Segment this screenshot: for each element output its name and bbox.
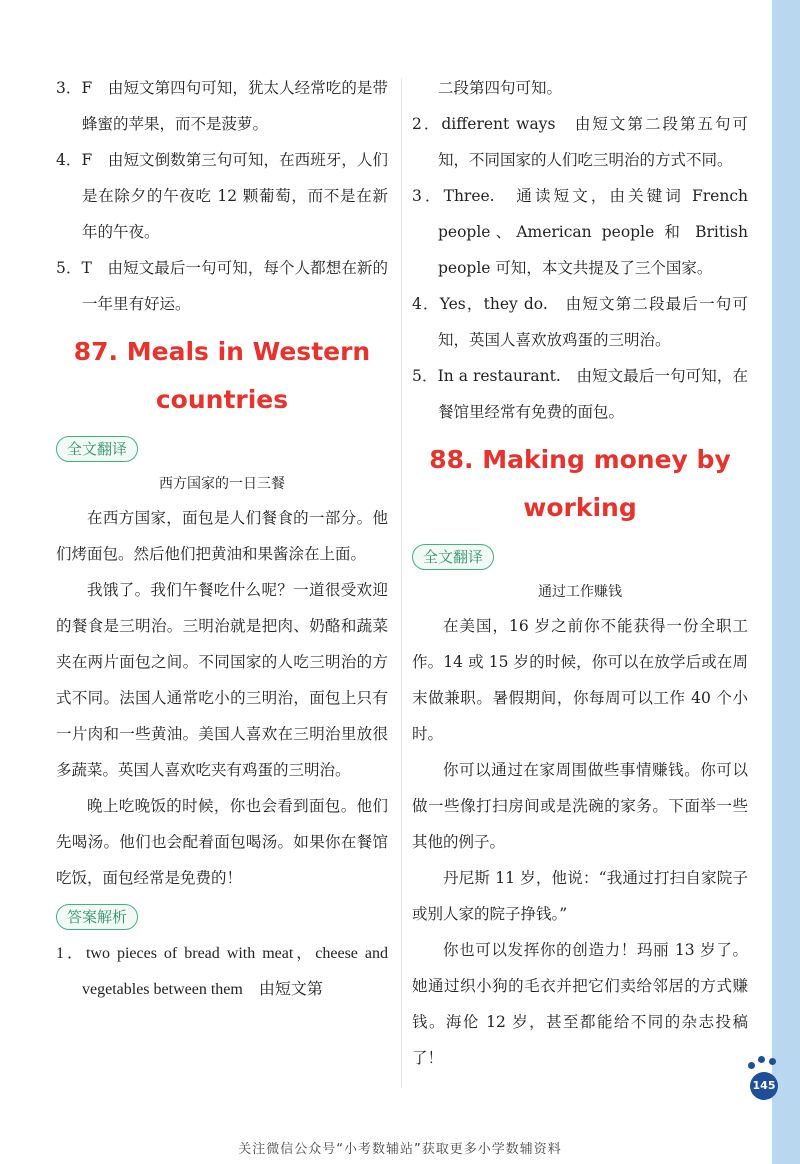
left-column xyxy=(56,70,388,1008)
translation-title: 西方国家的一日三餐 xyxy=(159,476,285,492)
translation-badge: 全文翻译 xyxy=(412,544,494,570)
answer-item-5: 5．In a restaurant. 由短文最后一句可知，在餐馆里经常有免费的面包。 xyxy=(412,367,748,421)
right-column xyxy=(412,70,748,1076)
page-number: 145 xyxy=(750,1072,778,1100)
answers-badge: 答案解析 xyxy=(56,904,138,930)
answer-item-5: 5．T 由短文最后一句可知，每个人都想在新的一年里有好运。 xyxy=(56,259,388,313)
column-divider xyxy=(401,78,402,1088)
answer-item-1-continued: 二段第四句可知。 xyxy=(438,79,563,97)
translation-badge: 全文翻译 xyxy=(56,436,138,462)
translation-paragraph: 晚上吃晚饭的时候，你也会看到面包。他们先喝汤。他们也会配着面包喝汤。如果你在餐馆吃饭，面包经常是免费的！ xyxy=(56,797,388,887)
paw-toe-icon xyxy=(769,1058,776,1065)
page-edge-strip xyxy=(772,0,800,1164)
section-title-88: 88. Making money by working xyxy=(429,445,731,522)
answer-item-4: 4．F 由短文倒数第三句可知，在西班牙，人们是在除夕的午夜吃 12 颗葡萄，而不是在新年的午夜。 xyxy=(56,151,388,241)
paw-toe-icon xyxy=(748,1062,755,1069)
translation-paragraph: 在美国，16 岁之前你不能获得一份全职工作。14 或 15 岁的时候，你可以在放学后或在周末做兼职。暑假期间，你每周可以工作 40 个小时。 xyxy=(412,617,748,743)
translation-paragraph: 我饿了。我们午餐吃什么呢？一道很受欢迎的餐食是三明治。三明治就是把肉、奶酪和蔬菜夹在两片面包之间。不同国家的人吃三明治的方式不同。法国人通常吃小的三明治，面包上只有一片肉和一些黄油。美国人喜欢在三明治里放很多蔬菜。英国人喜欢吃夹有鸡蛋的三明治。 xyxy=(56,581,388,779)
section-title-87: 87. Meals in Western countries xyxy=(73,337,371,414)
translation-paragraph: 你可以通过在家周围做些事情赚钱。你可以做一些像打扫房间或是洗碗的家务。下面举一些其他的例子。 xyxy=(412,761,748,851)
paw-toe-icon xyxy=(758,1056,765,1063)
answer-item-3: 3．Three. 通读短文，由关键词 French people、American people 和 British people 可知，本文共提及了三个国家。 xyxy=(412,187,748,277)
translation-paragraph: 你也可以发挥你的创造力！玛丽 13 岁了。她通过织小狗的毛衣并把它们卖给邻居的方式赚钱。海伦 12 岁，甚至都能给不同的杂志投稿了！ xyxy=(412,941,748,1067)
translation-title: 通过工作赚钱 xyxy=(538,584,622,600)
answer-item-4: 4．Yes，they do. 由短文第二段最后一句可知，英国人喜欢放鸡蛋的三明治。 xyxy=(412,295,748,349)
translation-paragraph: 丹尼斯 11 岁，他说：“我通过打扫自家院子或别人家的院子挣钱。” xyxy=(412,869,748,923)
footer-note: 关注微信公众号“小考数辅站”获取更多小学数辅资料 xyxy=(238,1142,562,1157)
answer-item-1: 1．two pieces of bread with meat，cheese and vegetables between them 由短文第 xyxy=(56,945,388,998)
translation-paragraph: 在西方国家，面包是人们餐食的一部分。他们烤面包。然后他们把黄油和果酱涂在上面。 xyxy=(56,509,388,563)
answer-item-2: 2．different ways 由短文第二段第五句可知，不同国家的人们吃三明治的方式不同。 xyxy=(412,115,748,169)
answer-item-3: 3．F 由短文第四句可知，犹太人经常吃的是带蜂蜜的苹果，而不是菠萝。 xyxy=(56,79,388,133)
